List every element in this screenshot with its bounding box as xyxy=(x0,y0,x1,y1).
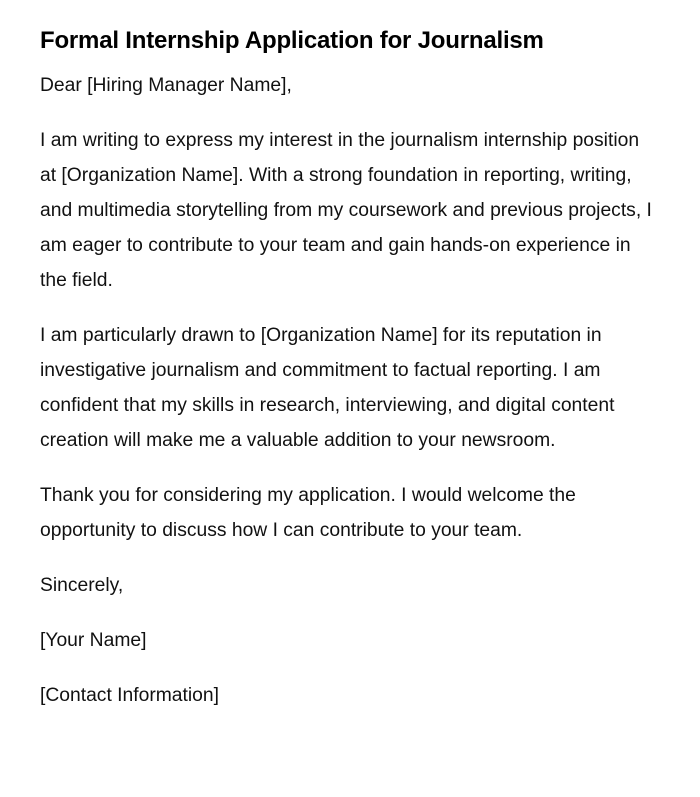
letter-title: Formal Internship Application for Journalism xyxy=(40,27,544,54)
paragraph-motivation: I am particularly drawn to [Organization Name] for its reputation in investigative journalism and commitment to factual reporting. I am confident that my skills in research, interviewing, and digital content creation will make me a valuable addition to your newsroom. xyxy=(40,325,615,451)
contact-information: [Contact Information] xyxy=(40,685,219,706)
signature-name: [Your Name] xyxy=(40,630,147,651)
paragraph-introduction: I am writing to express my interest in the journalism internship position at [Organization Name]. With a strong foundation in reporting, writing, and multimedia storytelling from my coursework and previous projects, I am eager to contribute to your team and gain hands-on experience in the field. xyxy=(40,130,652,291)
closing: Sincerely, xyxy=(40,575,124,596)
letter-document xyxy=(40,24,660,713)
paragraph-thanks: Thank you for considering my application. I would welcome the opportunity to discuss how I can contribute to your team. xyxy=(40,485,576,541)
salutation: Dear [Hiring Manager Name], xyxy=(40,75,292,96)
